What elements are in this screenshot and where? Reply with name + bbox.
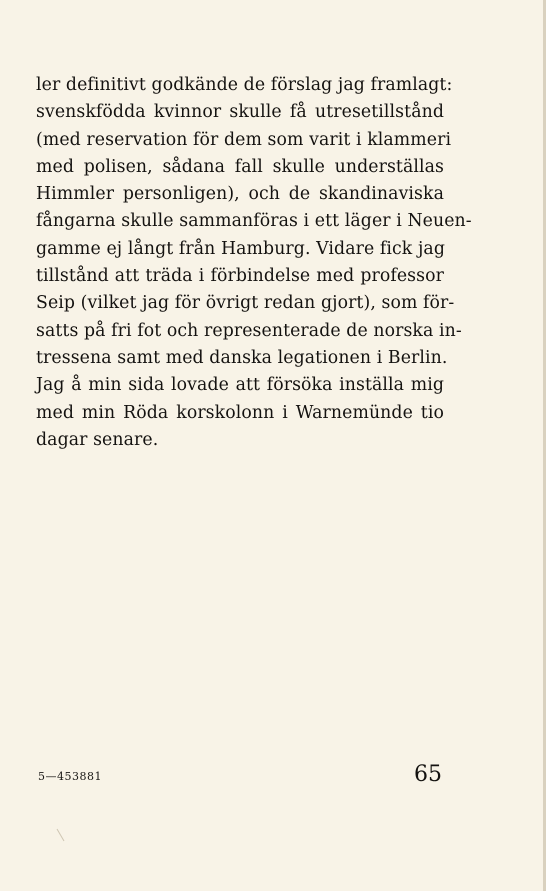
text-line: satts på fri fot och representerade de norska in- xyxy=(36,320,462,341)
body-text xyxy=(36,72,472,454)
text-line: gamme ej långt från Hamburg. Vidare fick jag xyxy=(36,238,445,259)
text-line: dagar senare. xyxy=(36,429,159,450)
text-line: Seip (vilket jag för övrigt redan gjort), som för- xyxy=(36,293,455,314)
text-line: tressena samt med danska legationen i Berlin. xyxy=(36,347,448,368)
text-line: med polisen, sådana fall skulle underställas xyxy=(36,156,444,177)
page-number: 65 xyxy=(414,762,442,787)
text-line: ler definitivt godkände de förslag jag framlagt: xyxy=(36,75,453,95)
paper-mark xyxy=(57,829,65,842)
text-line: med min Röda korskolonn i Warnemünde tio xyxy=(36,402,444,423)
printer-signature: 5—453881 xyxy=(38,770,102,783)
text-line: fångarna skulle sammanföras i ett läger i Neuen- xyxy=(36,211,472,232)
text-line: Himmler personligen), och de skandinaviska xyxy=(36,184,444,205)
text-line: Jag å min sida lovade att försöka inställa mig xyxy=(36,375,444,396)
text-line: svenskfödda kvinnor skulle få utresetillstånd xyxy=(36,102,444,123)
text-line: (med reservation för dem som varit i klammeri xyxy=(36,129,452,150)
text-line: tillstånd att träda i förbindelse med professor xyxy=(36,266,444,287)
